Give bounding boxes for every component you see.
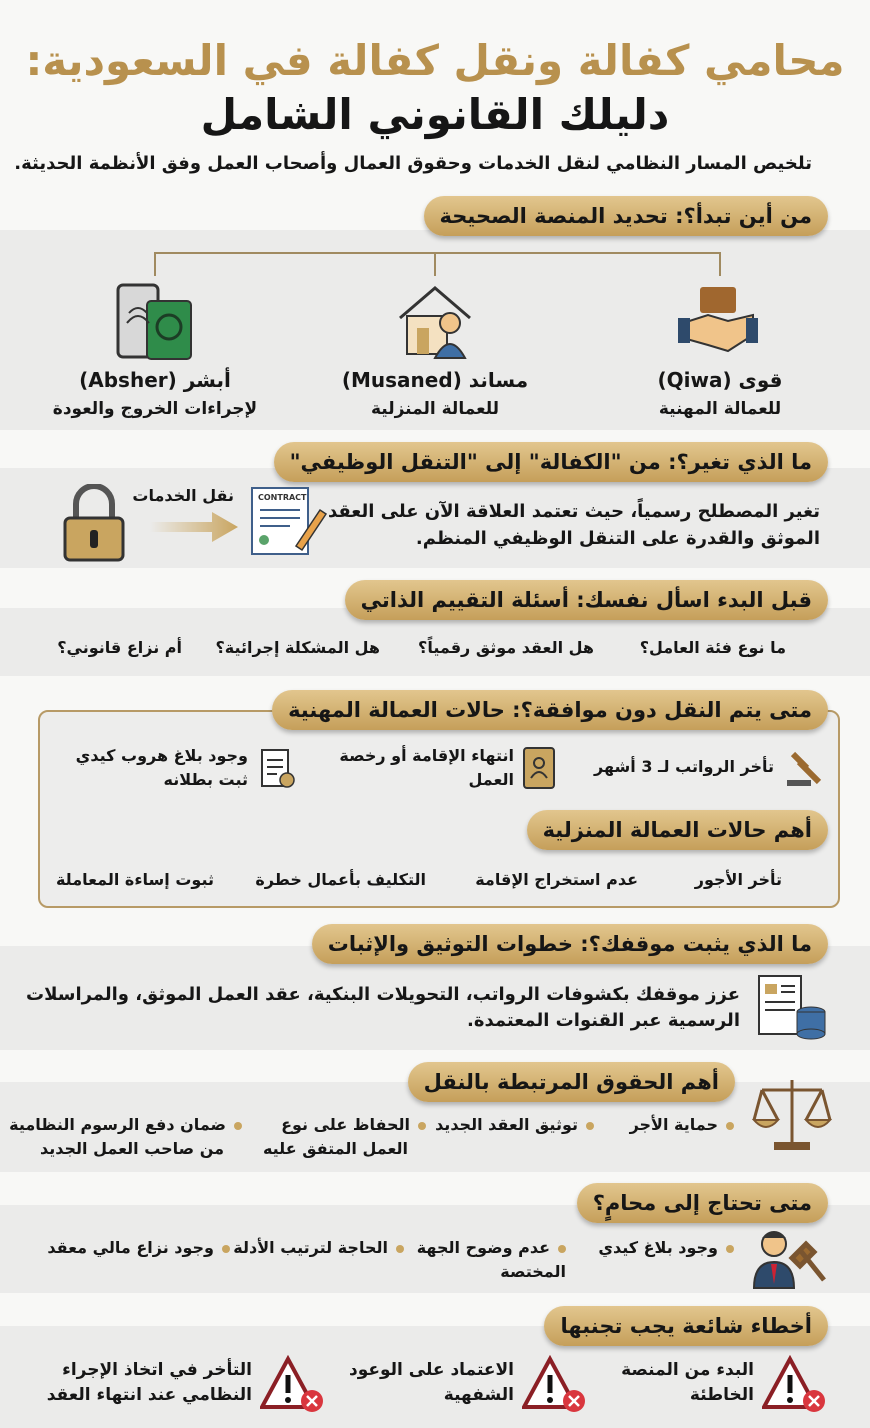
bullet-icon [418, 1122, 426, 1130]
platform-absher-desc: لإجراءات الخروج والعودة [52, 399, 258, 419]
connector-lines [150, 248, 725, 278]
no-consent-item-1: تأخر الرواتب لـ 3 أشهر [594, 757, 774, 776]
mistake-2-line1: الاعتماد على الوعود [349, 1360, 514, 1380]
warning-error-icon [762, 1355, 830, 1415]
lawyer-item-3: الحاجة لترتيب الأدلة [233, 1236, 404, 1260]
rights-item-3-line2: العمل المتفق عليه [262, 1139, 408, 1158]
platform-qiwa-desc: للعمالة المهنية [658, 399, 782, 419]
no-consent-item-3-line1: وجود بلاغ هروب كيدي [75, 746, 248, 765]
bullet-icon [726, 1122, 734, 1130]
no-consent-item-3-line2: ثبت بطلانه [163, 770, 248, 789]
arrow-right-icon [150, 512, 240, 542]
contract-icon [248, 484, 328, 564]
mistake-1-line2: الخاطئة [689, 1385, 754, 1405]
id-book-icon [520, 746, 558, 790]
warning-error-icon [260, 1355, 328, 1415]
handshake-icon [678, 283, 758, 363]
platform-absher-title: أبشر (Absher) [79, 368, 231, 392]
mistakes-heading: أخطاء شائعة يجب تجنبها [544, 1306, 828, 1346]
change-text-line2: الموثق والقدرة على التنقل الوظيفي المنظم. [415, 528, 820, 549]
rights-item-1: حماية الأجر [630, 1113, 734, 1137]
mistake-3-line2: النظامي عند انتهاء العقد [46, 1385, 252, 1405]
platforms-heading: من أين تبدأ؟: تحديد المنصة الصحيحة [424, 196, 828, 236]
scales-icon [752, 1076, 832, 1154]
no-consent-item-2-line2: العمل [468, 770, 514, 789]
lawyer-heading: متى تحتاج إلى محامٍ؟ [577, 1183, 828, 1223]
rights-item-3: الحفاظ على نوع [281, 1113, 426, 1137]
house-worker-icon [395, 283, 475, 363]
lawyer-item-2: عدم وضوح الجهة [417, 1236, 566, 1260]
domestic-item: تأخر الأجور [694, 870, 782, 889]
change-text-line1: تغير المصطلح رسمياً، حيث تعتمد العلاقة الآن على العقد [327, 501, 820, 522]
bullet-icon [558, 1245, 566, 1253]
platform-qiwa-title: قوى (Qiwa) [657, 368, 783, 392]
mistake-3-line1: التأخر في اتخاذ الإجراء [62, 1360, 252, 1380]
bullet-icon [396, 1245, 404, 1253]
domestic-item: عدم استخراج الإقامة [475, 870, 638, 889]
mistake-1-line1: البدء من المنصة [621, 1360, 754, 1380]
no-consent-item-2-line1: انتهاء الإقامة أو رخصة [339, 746, 514, 765]
rights-item-4-line2: من صاحب العمل الجديد [40, 1139, 224, 1158]
bullet-icon [222, 1245, 230, 1253]
platform-musaned-title: مساند (Musaned) [341, 368, 529, 392]
domestic-item: التكليف بأعمال خطرة [255, 870, 426, 889]
domestic-heading: أهم حالات العمالة المنزلية [527, 810, 828, 850]
clipboard-check-icon [258, 746, 296, 790]
evidence-line2: الرسمية عبر القنوات المعتمدة. [466, 1010, 740, 1031]
lock-icon [62, 484, 126, 562]
bullet-icon [234, 1122, 242, 1130]
question-item: ما نوع فئة العامل؟ [639, 638, 786, 657]
domestic-item: ثبوت إساءة المعاملة [55, 870, 214, 889]
no-consent-heading: متى يتم النقل دون موافقة؟: حالات العمالة المهنية [272, 690, 828, 730]
platform-musaned-desc: للعمالة المنزلية [370, 399, 500, 419]
evidence-line1: عزز موقفك بكشوفات الرواتب، التحويلات البنكية، عقد العمل الموثق، والمراسلات [25, 984, 740, 1005]
bullet-icon [726, 1245, 734, 1253]
gavel-icon [785, 748, 825, 788]
lawyer-item-2-line2: المختصة [500, 1262, 566, 1281]
rights-item-2: توثيق العقد الجديد [435, 1113, 594, 1137]
contract-label: CONTRACT [258, 493, 307, 502]
mistake-2-line2: الشفهية [443, 1385, 514, 1405]
questions-heading: قبل البدء اسأل نفسك: أسئلة التقييم الذاتي [345, 580, 828, 620]
title-line2: دليلك القانوني الشامل [200, 90, 670, 139]
change-heading: ما الذي تغير؟: من "الكفالة" إلى "التنقل الوظيفي" [274, 442, 828, 482]
lawyer-gavel-icon [752, 1228, 834, 1290]
question-item: هل المشكلة إجرائية؟ [215, 638, 380, 657]
rights-item-4: ضمان دفع الرسوم النظامية [9, 1113, 242, 1137]
arrow-label: نقل الخدمات [132, 486, 234, 505]
question-item: هل العقد موثق رقمياً؟ [418, 638, 594, 657]
lawyer-item-4: وجود نزاع مالي معقد [47, 1236, 230, 1260]
subtitle: تلخيص المسار النظامي لنقل الخدمات وحقوق العمال وأصحاب العمل وفق الأنظمة الحديثة. [14, 153, 812, 174]
question-item: أم نزاع قانوني؟ [57, 638, 182, 657]
title-line1: محامي كفالة ونقل كفالة في السعودية: [25, 36, 845, 85]
documents-database-icon [755, 972, 830, 1042]
warning-error-icon [522, 1355, 590, 1415]
evidence-heading: ما الذي يثبت موقفك؟: خطوات التوثيق والإثبات [312, 924, 828, 964]
phone-passport-icon [115, 283, 195, 363]
bullet-icon [586, 1122, 594, 1130]
lawyer-item-1: وجود بلاغ كيدي [598, 1236, 734, 1260]
rights-heading: أهم الحقوق المرتبطة بالنقل [408, 1062, 735, 1102]
